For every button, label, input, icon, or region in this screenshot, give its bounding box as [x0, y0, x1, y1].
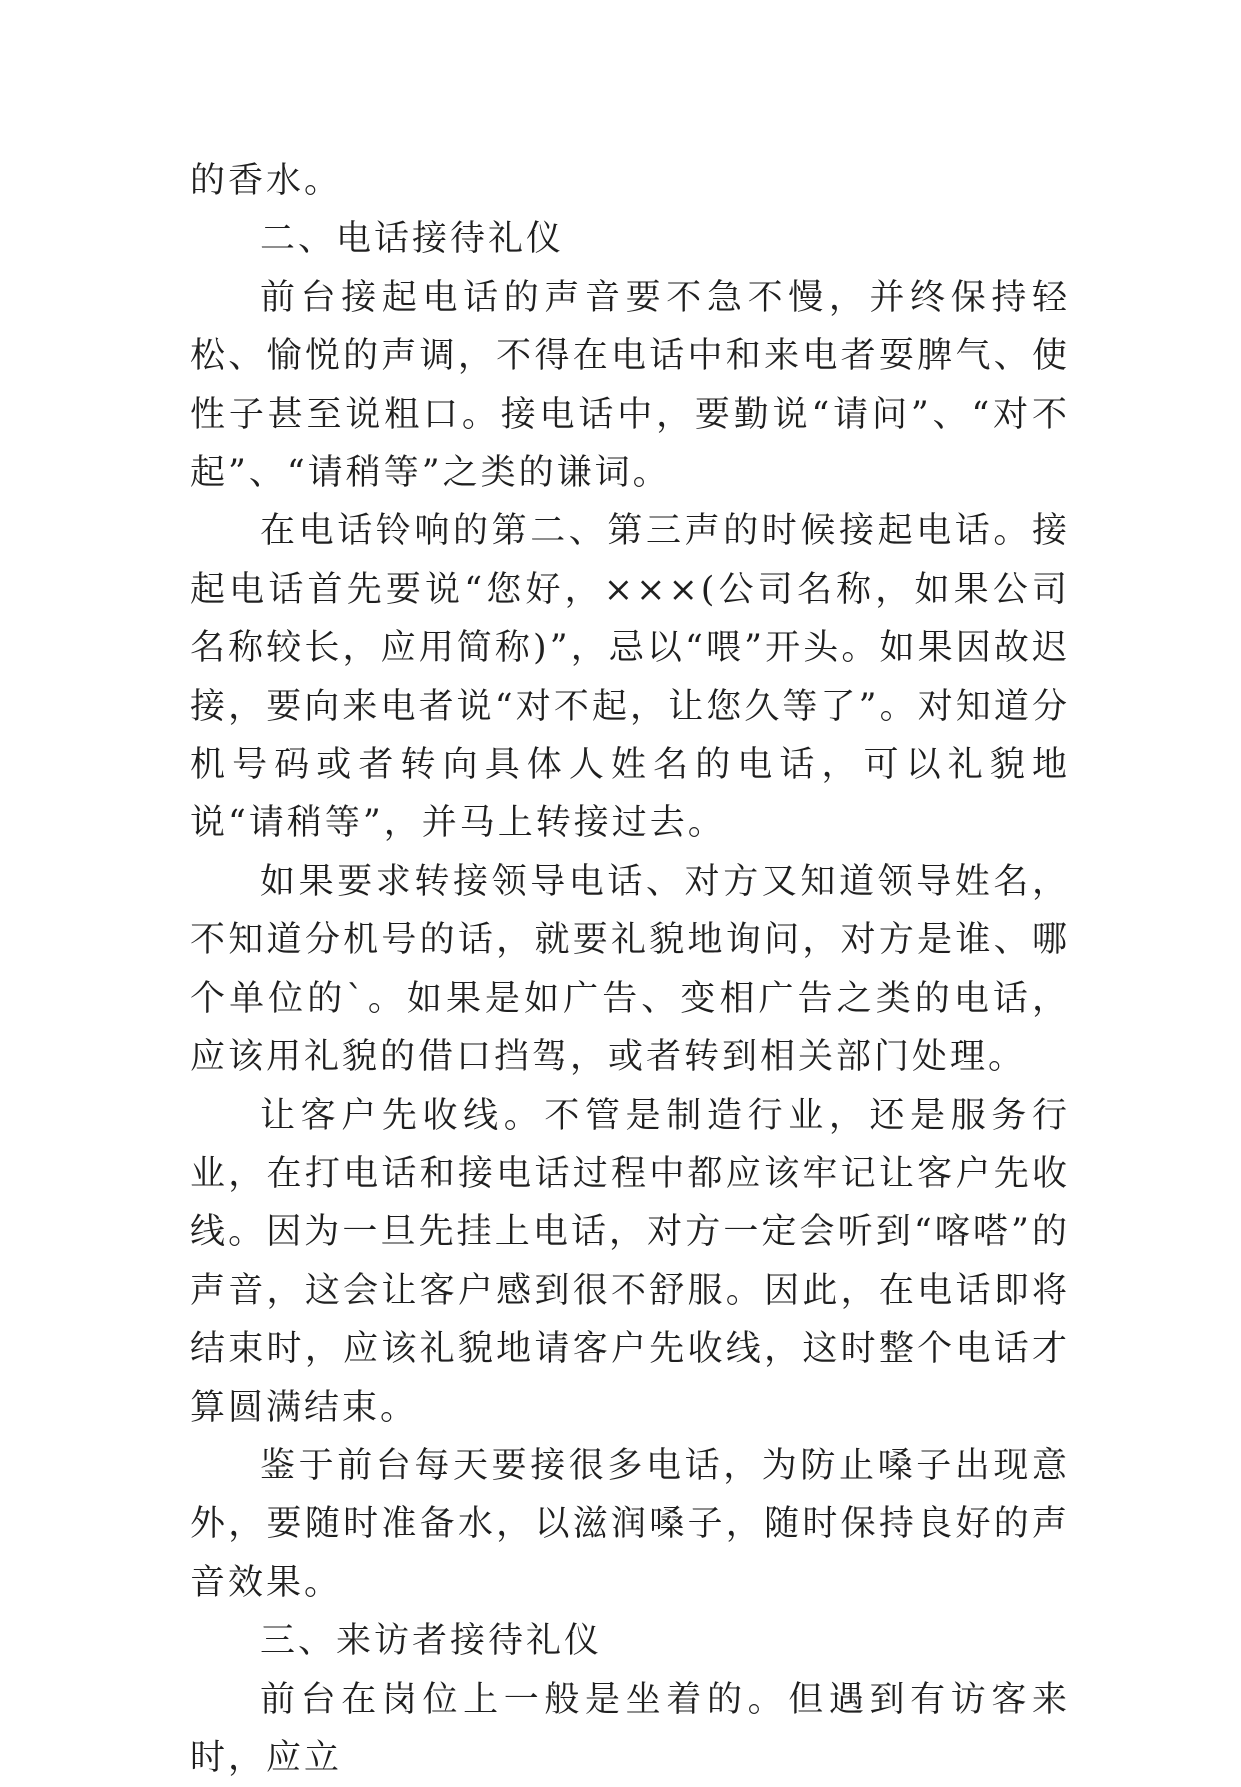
text-column: [190, 152, 1070, 1787]
paragraph-transfer-calls: 如果要求转接领导电话、对方又知道领导姓名，不知道分机号的话，就要礼貌地询问，对方是谁、哪个单位的`。如果是如广告、变相广告之类的电话，应该用礼貌的借口挡驾，或者转到相关部门处理。: [190, 861, 1070, 1078]
paragraph-answer-timing: 在电话铃响的第二、第三声的时候接起电话。接起电话首先要说“您好，×××(公司名称，如果公司名称较长，应用简称)”，忌以“喂”开头。如果因故迟接，要向来电者说“对不起，让您久等了”。对知道分机号码或者转向具体人姓名的电话，可以礼貌地说“请稍等”，并马上转接过去。: [190, 511, 1070, 844]
paragraph-voice-care: 鉴于前台每天要接很多电话，为防止嗓子出现意外，要随时准备水，以滋润嗓子，随时保持良好的声音效果。: [190, 1445, 1070, 1603]
paragraph-customer-hangup: 让客户先收线。不管是制造行业，还是服务行业，在打电话和接电话过程中都应该牢记让客户先收线。因为一旦先挂上电话，对方一定会听到“喀嗒”的声音，这会让客户感到很不舒服。因此，在电话即将结束时，应该礼貌地请客户先收线，这时整个电话才算圆满结束。: [190, 1095, 1070, 1428]
paragraph-continuation: 的香水。: [190, 161, 343, 201]
paragraph-visitor-reception: 前台在岗位上一般是坐着的。但遇到有访客来时，应立: [190, 1679, 1070, 1778]
section-heading-visitor-etiquette: 三、来访者接待礼仪: [260, 1621, 603, 1662]
section-heading-phone-etiquette: 二、电话接待礼仪: [260, 219, 565, 260]
paragraph-phone-voice: 前台接起电话的声音要不急不慢，并终保持轻松、愉悦的声调，不得在电话中和来电者耍脾气、使性子甚至说粗口。接电话中，要勤说“请问”、“对不起”、“请稍等”之类的谦词。: [190, 277, 1070, 494]
